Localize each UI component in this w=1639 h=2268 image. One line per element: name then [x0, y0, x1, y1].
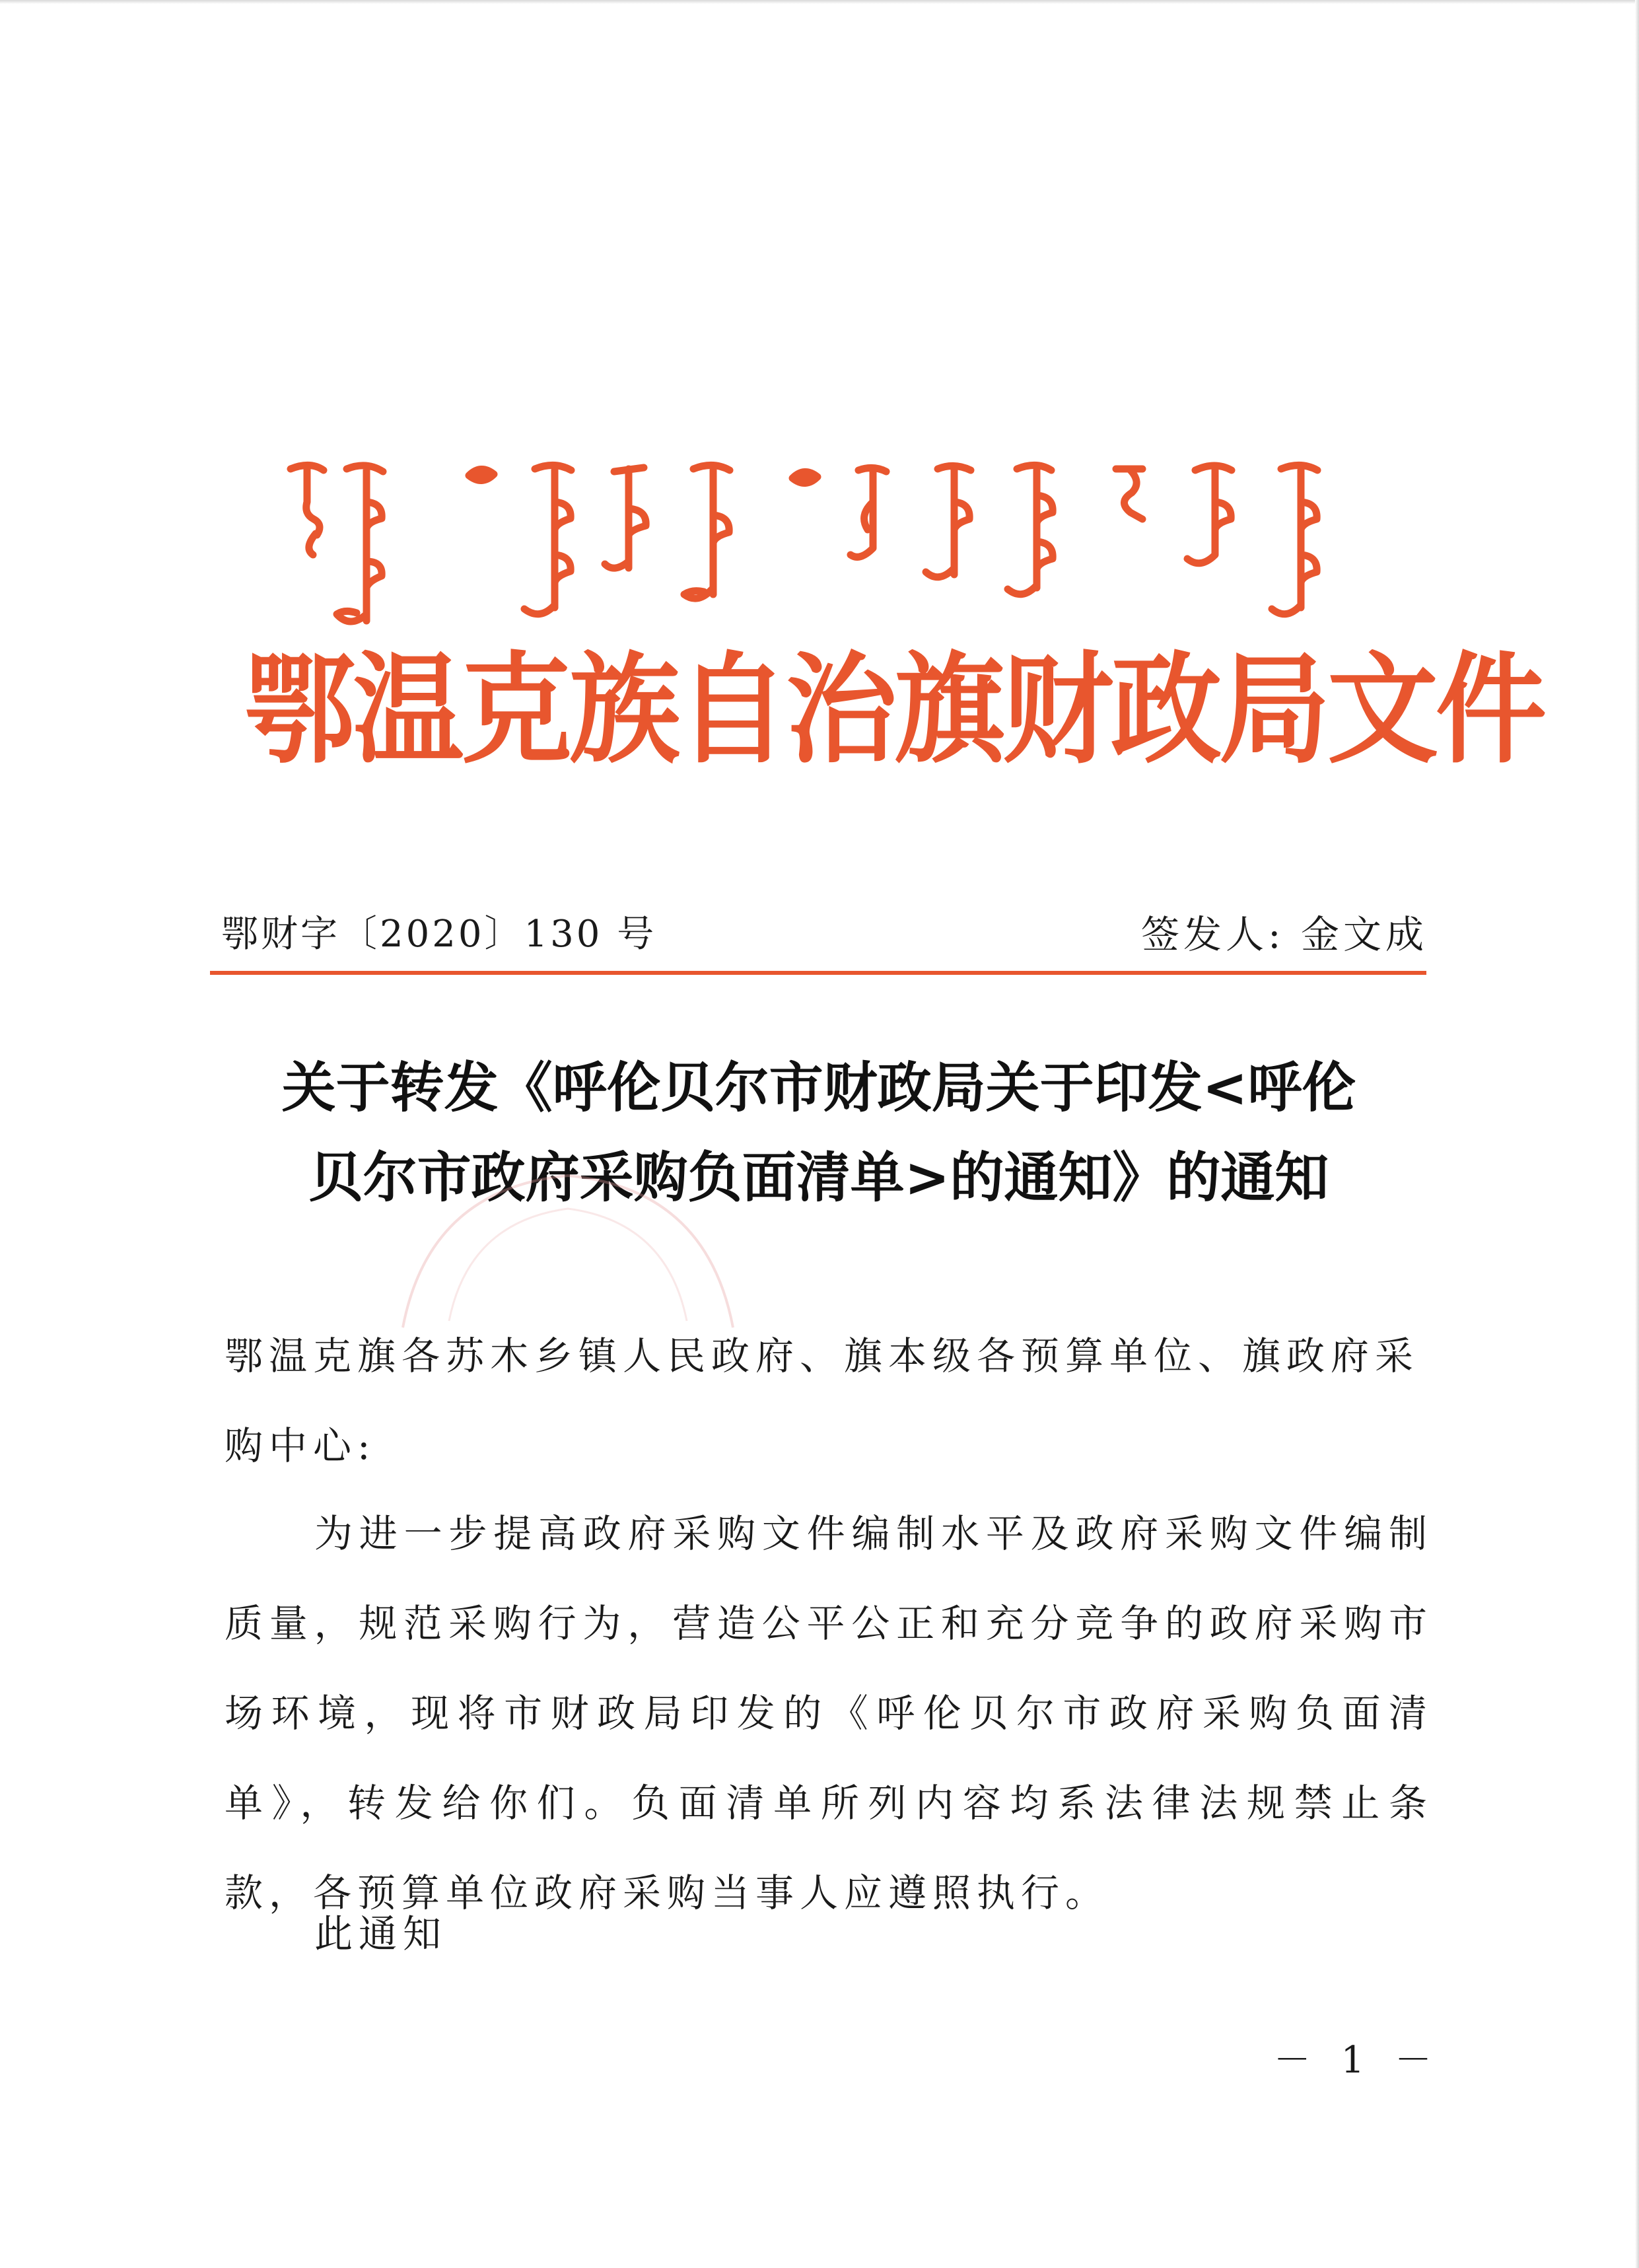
faint-seal-stamp	[390, 1162, 746, 1334]
recipients: 鄂温克旗各苏木乡镇人民政府、旗本级各预算单位、旗政府采购中心:	[225, 1333, 1420, 1468]
document-title-line-2: 贝尔市政府采购负面清单>的通知》的通知	[308, 1147, 1329, 1209]
scan-edge-right	[1635, 0, 1639, 2268]
closing-phrase: 此通知	[314, 1911, 448, 1956]
red-divider-line	[210, 971, 1426, 975]
document-number: 鄂财字〔2020〕130 号	[221, 913, 657, 956]
document-title-line-1: 关于转发《呼伦贝尔市财政局关于印发<呼伦	[281, 1057, 1356, 1119]
document-title	[198, 1044, 1440, 1223]
body-paragraph: 为进一步提高政府采购文件编制水平及政府采购文件编制质量，规范采购行为，营造公平公正和充分竞争的政府采购市场环境，现将市财政局印发的《呼伦贝尔市政府采购负面清单》，转发给你们。负面清单所列内容均系法律法规禁止条款，各预算单位政府采购当事人应遵照执行。	[225, 1511, 1433, 1915]
mongolian-script-header	[284, 456, 1374, 647]
scan-edge-top	[0, 0, 1639, 4]
issuer-signature-line: 签发人: 金文成	[1141, 912, 1428, 957]
issuing-office-title: 鄂温克族自治旗财政局文件	[244, 640, 1544, 780]
page-number: － 1 －	[1273, 2039, 1441, 2082]
